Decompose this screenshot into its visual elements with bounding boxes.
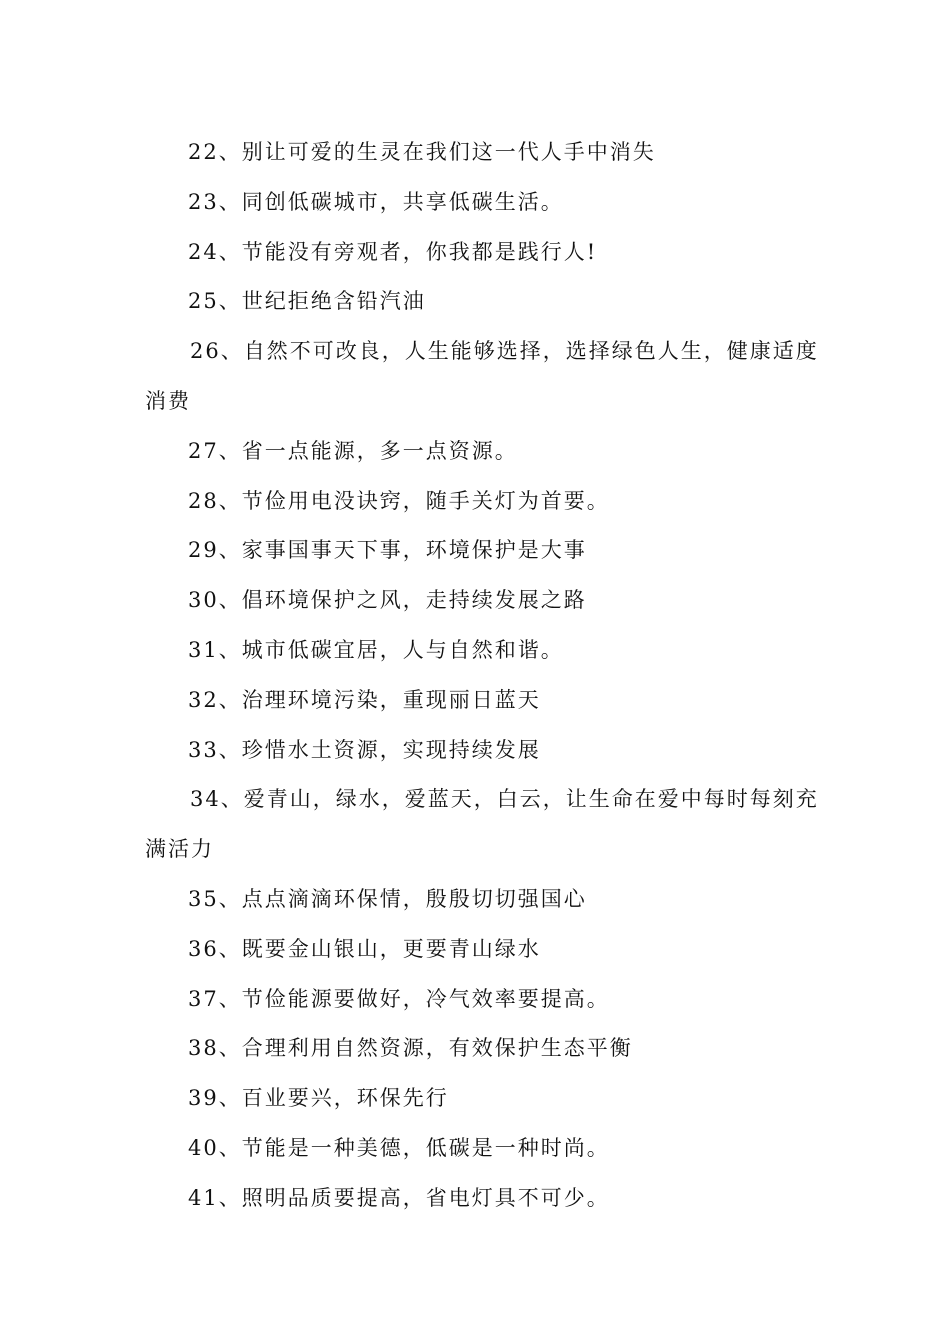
list-item: 41、照明品质要提高，省电灯具不可少。 <box>188 1185 610 1210</box>
list-item-continuation: 满活力 <box>145 837 214 862</box>
list-item: 32、治理环境污染，重现丽日蓝天 <box>188 687 541 712</box>
list-item: 33、珍惜水土资源，实现持续发展 <box>188 737 541 762</box>
list-item: 35、点点滴滴环保情，殷殷切切强国心 <box>188 886 587 911</box>
list-item: 34、爱青山，绿水，爱蓝天，白云，让生命在爱中每时每刻充 <box>190 787 819 812</box>
list-item: 23、同创低碳城市，共享低碳生活。 <box>188 189 564 214</box>
list-item: 28、节俭用电没诀窍，随手关灯为首要。 <box>188 488 610 513</box>
slogan-list <box>145 128 819 1224</box>
list-item: 31、城市低碳宜居，人与自然和谐。 <box>188 637 564 662</box>
list-item: 38、合理利用自然资源，有效保护生态平衡 <box>188 1036 633 1061</box>
list-item: 30、倡环境保护之风，走持续发展之路 <box>188 588 587 613</box>
list-item: 39、百业要兴，环保先行 <box>188 1086 449 1111</box>
list-item: 22、别让可爱的生灵在我们这一代人手中消失 <box>188 140 656 164</box>
list-item: 25、世纪拒绝含铅汽油 <box>188 289 426 314</box>
list-item: 29、家事国事天下事，环境保护是大事 <box>188 538 587 563</box>
list-item: 27、省一点能源，多一点资源。 <box>188 438 518 463</box>
list-item: 26、自然不可改良，人生能够选择，选择绿色人生，健康适度 <box>190 339 819 364</box>
list-item: 36、既要金山银山，更要青山绿水 <box>188 936 541 961</box>
list-item: 24、节能没有旁观者，你我都是践行人! <box>188 239 598 264</box>
list-item: 40、节能是一种美德，低碳是一种时尚。 <box>188 1135 610 1160</box>
list-item: 37、节俭能源要做好，冷气效率要提高。 <box>188 986 610 1011</box>
list-item-continuation: 消费 <box>145 388 191 413</box>
